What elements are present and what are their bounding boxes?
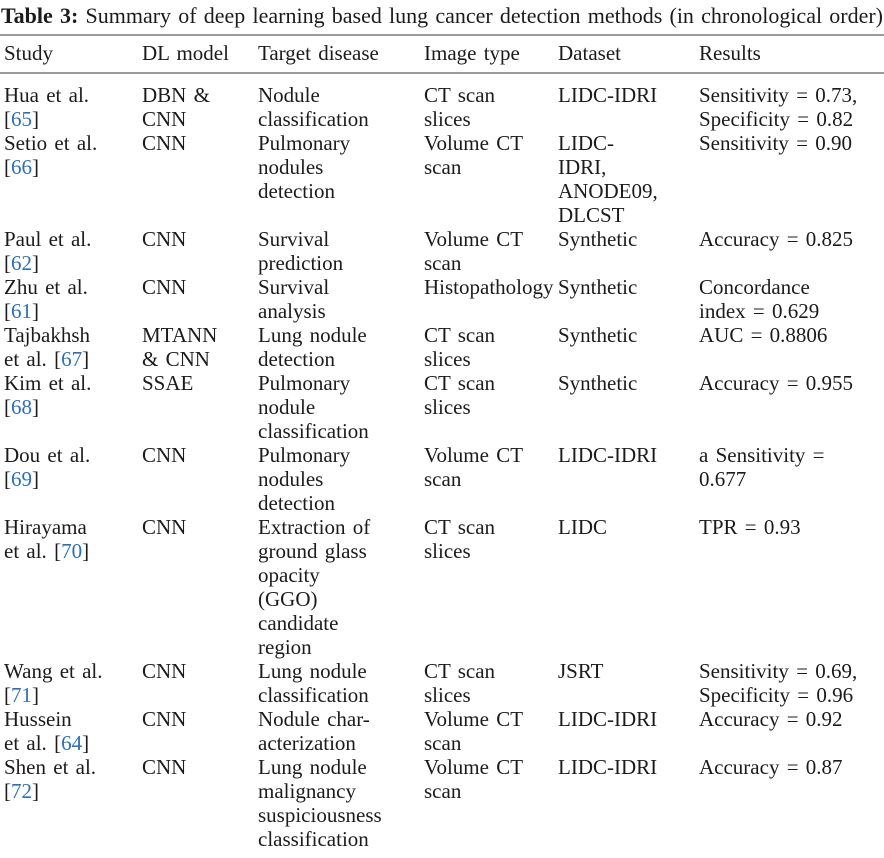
header-row [0,35,884,73]
column-header-dl-model: DL model [142,35,258,73]
citation-link[interactable]: 67 [61,347,83,371]
dl-model-cell: CNN [142,707,187,731]
dataset-cell: Synthetic [558,323,638,347]
results-cell: Accuracy = 0.955 [699,371,854,395]
target-disease-cell: Lung nodule malignancy suspiciousness classification [258,755,382,851]
table-body [0,73,884,858]
study-cell: Tajbakhsh et al. [67] [4,323,91,371]
dataset-cell: Synthetic [558,275,638,299]
column-header-results: Results [699,35,884,73]
dataset-cell: Synthetic [558,371,638,395]
study-cell: Hirayama et al. [70] [4,515,90,563]
image-type-cell: Histopathology [424,275,554,299]
results-cell: Accuracy = 0.825 [699,227,854,251]
citation-link[interactable]: 72 [11,779,32,803]
target-disease-cell: Pulmonary nodules detection [258,131,351,203]
citation-link[interactable]: 68 [11,395,32,419]
target-disease-cell: Pulmonary nodule classification [258,371,369,443]
target-disease-cell: Nodule classification [258,83,369,131]
dl-model-cell: CNN [142,275,187,299]
study-cell: Wang et al. [71] [4,659,103,707]
table-row [0,323,884,371]
column-header-dataset: Dataset [558,35,699,73]
image-type-cell: CT scan slices [424,323,496,371]
dl-model-cell: CNN [142,131,187,155]
table-row [0,275,884,323]
dataset-cell: LIDC-IDRI [558,755,658,779]
citation-link[interactable]: 66 [11,155,32,179]
target-disease-cell: Survival analysis [258,275,330,323]
study-cell: Shen et al. [72] [4,755,97,803]
dataset-cell: Synthetic [558,227,638,251]
study-cell: Hua et al. [65] [4,83,90,131]
study-cell: Dou et al. [69] [4,443,91,491]
dl-model-cell: CNN [142,443,187,467]
table-row [0,515,884,659]
dataset-cell: JSRT [558,659,604,683]
image-type-cell: CT scan slices [424,371,496,419]
dl-model-cell: CNN [142,659,187,683]
image-type-cell: Volume CT scan [424,443,524,491]
table-row [0,73,884,131]
image-type-cell: Volume CT scan [424,227,524,275]
study-cell: Hussein et al. [64] [4,707,90,755]
results-cell: TPR = 0.93 [699,515,801,539]
study-cell: Zhu et al. [61] [4,275,88,323]
image-type-cell: Volume CT scan [424,131,524,179]
results-cell: Sensitivity = 0.90 [699,131,852,155]
column-header-target-disease: Target disease [258,35,424,73]
target-disease-cell: Lung nodule detection [258,323,367,371]
table-row [0,659,884,707]
dataset-cell: LIDC-IDRI [558,443,658,467]
image-type-cell: CT scan slices [424,515,496,563]
citation-link[interactable]: 69 [11,467,32,491]
image-type-cell: CT scan slices [424,83,496,131]
table-row [0,371,884,443]
image-type-cell: Volume CT scan [424,755,524,803]
results-cell: Sensitivity = 0.69, Specificity = 0.96 [699,659,858,707]
target-disease-cell: Extraction of ground glass opacity (GGO) candidate region [258,515,371,659]
citation-link[interactable]: 64 [61,731,83,755]
dataset-cell: LIDC-IDRI [558,83,658,107]
results-cell: Concordance index = 0.629 [699,275,820,323]
citation-link[interactable]: 70 [61,539,83,563]
results-cell: Accuracy = 0.87 [699,755,843,779]
table-caption [0,2,884,34]
dataset-cell: LIDC- IDRI, ANODE09, DLCST [558,131,658,227]
table-caption-label: Table 3: [1,3,79,28]
dl-model-cell: CNN [142,755,187,779]
results-cell: AUC = 0.8806 [699,323,828,347]
target-disease-cell: Pulmonary nodules detection [258,443,351,515]
study-cell: Setio et al. [66] [4,131,98,179]
citation-link[interactable]: 71 [11,683,32,707]
citation-link[interactable]: 65 [11,107,32,131]
methods-table [0,34,884,858]
citation-link[interactable]: 61 [11,299,32,323]
column-header-study: Study [0,35,142,73]
table-caption-text: Summary of deep learning based lung cancer detection methods (in chronological order) [85,3,884,28]
table-row [0,755,884,858]
target-disease-cell: Survival prediction [258,227,344,275]
table-row [0,443,884,515]
study-cell: Kim et al. [68] [4,371,92,419]
table-row [0,707,884,755]
image-type-cell: Volume CT scan [424,707,524,755]
results-cell: Accuracy = 0.92 [699,707,843,731]
table-header [0,35,884,73]
dl-model-cell: SSAE [142,371,194,395]
table-row [0,227,884,275]
results-cell: Sensitivity = 0.73, Specificity = 0.82 [699,83,858,131]
dl-model-cell: MTANN & CNN [142,323,218,371]
dl-model-cell: DBN & CNN [142,83,210,131]
target-disease-cell: Nodule char- acterization [258,707,370,755]
image-type-cell: CT scan slices [424,659,496,707]
dataset-cell: LIDC-IDRI [558,707,658,731]
citation-link[interactable]: 62 [11,251,32,275]
results-cell: a Sensitivity = 0.677 [699,443,825,491]
table-row [0,131,884,227]
dl-model-cell: CNN [142,227,187,251]
dl-model-cell: CNN [142,515,187,539]
target-disease-cell: Lung nodule classification [258,659,369,707]
study-cell: Paul et al. [62] [4,227,92,275]
dataset-cell: LIDC [558,515,607,539]
column-header-image-type: Image type [424,35,558,73]
